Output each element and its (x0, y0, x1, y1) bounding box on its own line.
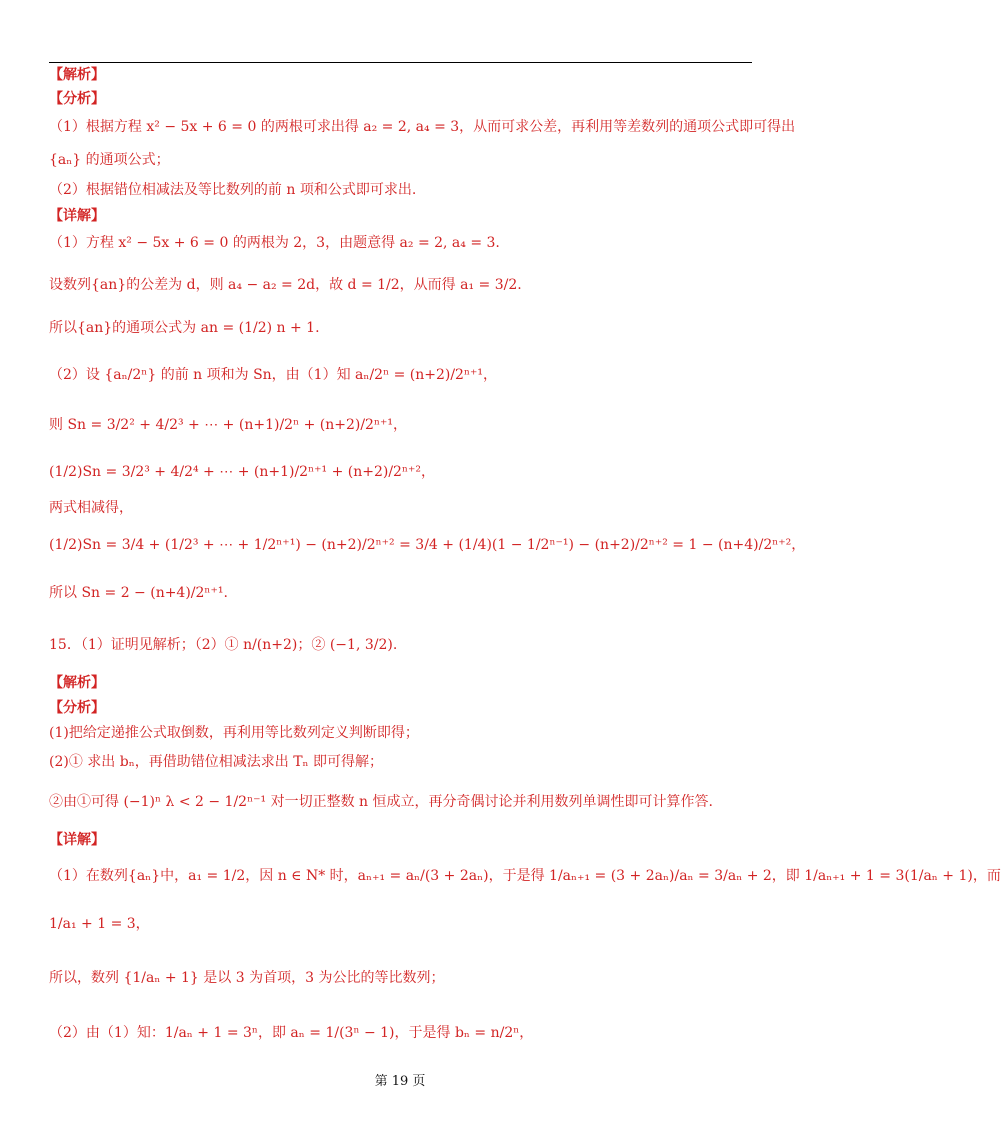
section-label: 【详解】 (49, 208, 105, 224)
text-line: 15．（1）证明见解析；（2）① n/(n+2)；② (−1, 3/2). (49, 637, 398, 653)
text-line: （2）由（1）知：1/aₙ + 1 = 3ⁿ，即 aₙ = 1/(3ⁿ − 1)，于是得 bₙ = n/2ⁿ， (49, 1025, 534, 1041)
text-line: （1）方程 x² − 5x + 6 = 0 的两根为 2，3，由题意得 a₂ = 2, a₄ = 3. (49, 235, 500, 251)
section-label: 【详解】 (49, 832, 105, 848)
section-label: 【分析】 (49, 700, 105, 716)
text-line: （1）根据方程 x² − 5x + 6 = 0 的两根可求出得 a₂ = 2, a₄ = 3，从而可求公差，再利用等差数列的通项公式即可得出 (49, 119, 796, 135)
text-line: 所以{an}的通项公式为 an = (1/2) n + 1. (49, 320, 320, 336)
text-line: 则 Sn = 3/2² + 4/2³ + ⋯ + (n+1)/2ⁿ + (n+2)/2ⁿ⁺¹， (49, 417, 408, 433)
section-label: 【解析】 (49, 67, 105, 83)
text-line: (1)把给定递推公式取倒数，再利用等比数列定义判断即得； (49, 725, 419, 741)
text-line: {aₙ} 的通项公式； (49, 152, 170, 168)
page-number: 第 19 页 (374, 1074, 426, 1089)
text-line: （2）设 {aₙ/2ⁿ} 的前 n 项和为 Sn，由（1）知 aₙ/2ⁿ = (n+2)/2ⁿ⁺¹， (49, 367, 498, 383)
section-label: 【解析】 (49, 675, 105, 691)
text-line: (2)① 求出 bₙ，再借助错位相减法求出 Tₙ 即可得解； (49, 754, 384, 770)
text-line: (1/2)Sn = 3/2³ + 4/2⁴ + ⋯ + (n+1)/2ⁿ⁺¹ + (n+2)/2ⁿ⁺²， (49, 464, 436, 480)
text-line: 所以，数列 {1/aₙ + 1} 是以 3 为首项，3 为公比的等比数列； (49, 970, 445, 986)
header-rule (49, 62, 752, 63)
text-line: 两式相减得， (49, 500, 133, 516)
text-line: 设数列{an}的公差为 d，则 a₄ − a₂ = 2d，故 d = 1/2，从而得 a₁ = 3/2. (49, 277, 522, 293)
text-line: （2）根据错位相减法及等比数列的前 n 项和公式即可求出. (49, 182, 417, 198)
text-line: (1/2)Sn = 3/4 + (1/2³ + ⋯ + 1/2ⁿ⁺¹) − (n+2)/2ⁿ⁺² = 3/4 + (1/4)(1 − 1/2ⁿ⁻¹) − (n+2)/2ⁿ⁺² = 1 − (n+4)/2ⁿ⁺²， (49, 537, 806, 553)
text-line: （1）在数列{aₙ}中，a₁ = 1/2，因 n ∈ N* 时，aₙ₊₁ = aₙ/(3 + 2aₙ)，于是得 1/aₙ₊₁ = (3 + 2aₙ)/aₙ = 3/aₙ + 2，即 1/aₙ₊₁ + 1 = 3(1/aₙ + 1)，而 (49, 868, 1001, 884)
text-line: 所以 Sn = 2 − (n+4)/2ⁿ⁺¹. (49, 585, 228, 601)
section-label: 【分析】 (49, 91, 105, 107)
text-line: 1/a₁ + 1 = 3， (49, 916, 150, 932)
text-line: ②由①可得 (−1)ⁿ λ < 2 − 1/2ⁿ⁻¹ 对一切正整数 n 恒成立，再分奇偶讨论并利用数列单调性即可计算作答. (49, 794, 713, 810)
